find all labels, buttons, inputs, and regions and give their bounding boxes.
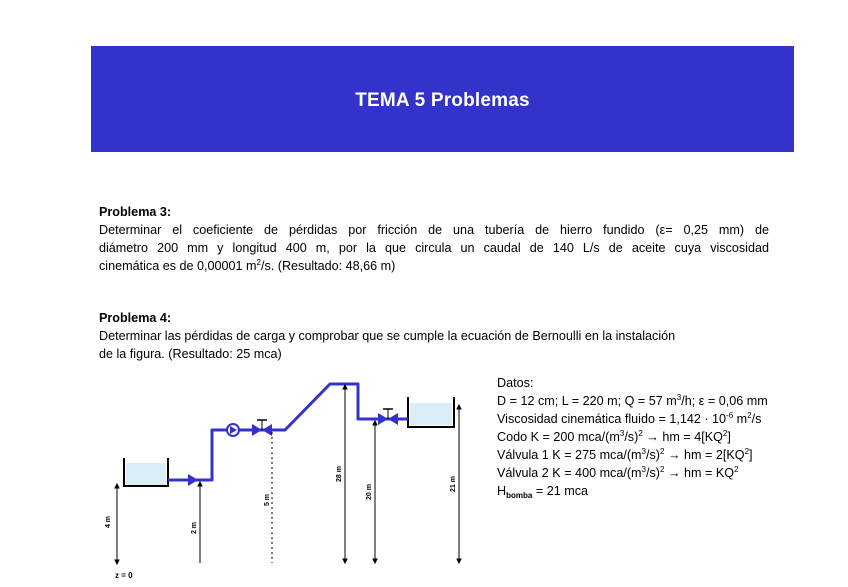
problem-4-heading: Problema 4: bbox=[99, 311, 172, 325]
elbow-arrow bbox=[188, 474, 198, 486]
dim-label-21m: 21 m bbox=[450, 476, 457, 492]
datos-line-1: D = 12 cm; L = 220 m; Q = 57 $m^3/h$; ε = 0,06 mm bbox=[497, 393, 768, 408]
datos-line-4: Válvula 1 K = 275 mca/$(m^3/s)^2$ → hm = $2[KQ^2]$ bbox=[497, 447, 753, 462]
datos-line-5: Válvula 2 K = 400 mca/$(m^3/s)^2$ → hm = $KQ^2$ bbox=[497, 465, 739, 480]
dim-label-2m: 2 m bbox=[191, 521, 198, 535]
dim-label-4m: 4 m bbox=[105, 515, 112, 529]
pipe bbox=[168, 384, 408, 480]
datum-label: z = 0 bbox=[115, 571, 133, 580]
lower-tank-water bbox=[126, 463, 166, 485]
datos-title: Datos: bbox=[497, 376, 534, 390]
problem-4-line-2: de la figura. (Resultado: 25 mca) bbox=[99, 347, 282, 361]
valve-1-icon bbox=[252, 420, 272, 436]
problem-3-line-3: cinemática es de 0,00001 $m^2/s$. (Resultado: 48,66 m) bbox=[99, 258, 396, 273]
problem-3-line-2: diámetro 200 mm y longitud 400 m, por la que circula un caudal de 140 L/s de aceite cuya viscosidad bbox=[99, 241, 769, 255]
dim-label-20m: 20 m bbox=[366, 484, 373, 500]
datos-line-2: Viscosidad cinemática fluido = $1,142 \cdot 10^{-6}$ $m^2/s$ bbox=[497, 411, 762, 426]
datos-line-6: $H_{bomba} = 21$ mca bbox=[497, 484, 588, 500]
dim-label-28m: 28 m bbox=[336, 466, 343, 482]
datos-line-3: Codo K = 200 mca/$(m^3/s)^2$ → hm = $4[KQ^2]$ bbox=[497, 429, 731, 444]
problem-3-line-1: Determinar el coeficiente de pérdidas por fricción de una tubería de hierro fundido (ε= 0,25 mm) de bbox=[99, 223, 769, 237]
problem-4-line-1: Determinar las pérdidas de carga y comprobar que se cumple la ecuación de Bernoulli en la instalación bbox=[99, 329, 676, 343]
page-title: TEMA 5 Problemas bbox=[355, 90, 530, 111]
dim-label-5m: 5 m bbox=[264, 493, 271, 507]
upper-tank-water bbox=[410, 403, 452, 425]
problem-3-heading: Problema 3: bbox=[99, 205, 172, 219]
valve-2-icon bbox=[378, 409, 398, 425]
